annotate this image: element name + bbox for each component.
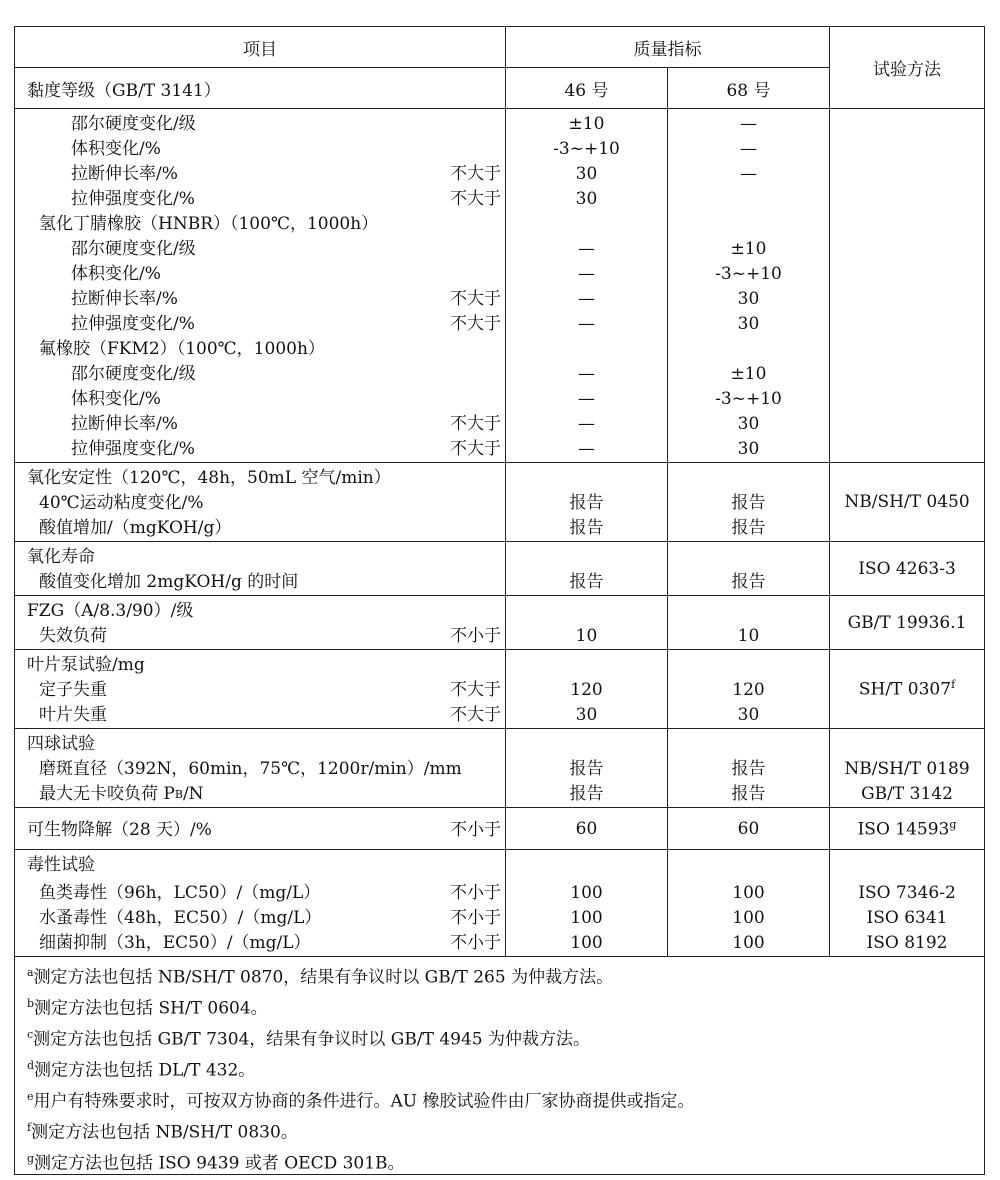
rubber-value-68 [668, 337, 829, 362]
viscosity-grade-label: 黏度等级（GB/T 3141） [15, 68, 506, 109]
vane-labels [15, 650, 506, 729]
rubber-label: 邵尔硬度变化/级 [71, 239, 196, 259]
oxstab-row-label: 40℃运动粘度变化/% [39, 493, 204, 513]
rubber-qualifier: 不大于 [450, 414, 501, 434]
oxlife-v46-cell [506, 542, 668, 596]
tox-method: ISO 6341 [866, 908, 948, 928]
rubber-method [830, 109, 985, 463]
footnote-mark: g [27, 1152, 35, 1165]
fzg-row [15, 624, 505, 649]
oxstab-value: 报告 [569, 518, 604, 538]
grade-68: 68 号 [668, 68, 830, 109]
tox-method: ISO 8192 [866, 933, 948, 953]
rubber-value-68 [668, 187, 829, 212]
fzg-value: 10 [737, 626, 760, 646]
tox-value-46: 100 [570, 883, 603, 903]
biodeg-v46: 60 [506, 808, 668, 850]
fzg-method: GB/T 19936.1 [830, 596, 985, 650]
vane-method-text: SH/T 0307 [858, 679, 952, 700]
oxlife-labels [15, 542, 506, 596]
oxstab-title: 氧化安定性（120℃，48h，50mL 空气/min） [27, 468, 391, 488]
rubber-value-46: -3~+10 [553, 139, 620, 159]
fourball-label-main: 最大无卡咬负荷 P [39, 784, 175, 804]
tox-v68-cell [668, 850, 830, 957]
footnote-g [15, 1143, 984, 1174]
footnote-text: 测定方法也包括 NB/SH/T 0870，结果有争议时以 GB/T 265 为仲裁方法。 [33, 967, 614, 988]
rubber-value-46: — [578, 289, 595, 309]
oxlife-method: ISO 4263-3 [830, 542, 985, 596]
footnote-mark: f [27, 1121, 32, 1134]
rubber-row [15, 162, 505, 187]
oxstab-value: 报告 [569, 493, 604, 513]
fourball-label-tail: /N [182, 784, 204, 804]
rubber-row [15, 437, 505, 462]
footnote-mark: d [27, 1059, 35, 1072]
header-method: 试验方法 [830, 27, 985, 109]
fourball-value: 报告 [731, 759, 766, 779]
rubber-row [15, 112, 505, 137]
vane-row [15, 678, 505, 703]
rubber-row [15, 312, 505, 337]
fourball-label-2 [15, 782, 505, 807]
header-item: 项目 [15, 27, 506, 68]
rubber-label: 邵尔硬度变化/级 [71, 364, 196, 384]
rubber-value-68: 30 [737, 439, 760, 459]
tox-method-cell [830, 850, 985, 957]
tox-value-46: 100 [570, 908, 603, 928]
rubber-value-46: — [578, 314, 595, 334]
fourball-labels [15, 729, 506, 808]
fourball-label: 磨斑直径（392N，60min，75℃，1200r/min）/mm [39, 759, 462, 779]
rubber-label: 氢化丁腈橡胶（HNBR）（100℃，1000h） [39, 214, 379, 234]
rubber-label: 拉伸强度变化/% [71, 439, 195, 459]
rubber-group-title [15, 212, 505, 237]
rubber-label: 拉伸强度变化/% [71, 314, 195, 334]
rubber-label: 氟橡胶（FKM2）（100℃，1000h） [39, 339, 325, 359]
oxstab-value: 报告 [731, 518, 766, 538]
tox-qualifier: 不小于 [450, 933, 501, 953]
tox-method: ISO 7346-2 [858, 883, 956, 903]
rubber-value-68: 30 [737, 289, 760, 309]
rubber-value-68 [668, 212, 829, 237]
rubber-value-46: — [578, 439, 595, 459]
footnote-text: 测定方法也包括 ISO 9439 或者 OECD 301B。 [34, 1153, 405, 1174]
footnote-mark: c [27, 1028, 34, 1041]
rubber-label: 体积变化/% [71, 139, 161, 159]
fzg-value: 10 [575, 626, 598, 646]
tox-row [15, 931, 505, 956]
footnote-b [15, 988, 984, 1019]
footnote-c [15, 1019, 984, 1050]
rubber-label: 拉伸强度变化/% [71, 189, 195, 209]
rubber-label: 体积变化/% [71, 264, 161, 284]
grade-46: 46 号 [506, 68, 668, 109]
fzg-v46-cell [506, 596, 668, 650]
biodeg-row [15, 818, 505, 843]
vane-qualifier: 不大于 [450, 680, 501, 700]
footnote-text: 测定方法也包括 GB/T 7304，结果有争议时以 GB/T 4945 为仲裁方法。 [33, 1029, 590, 1050]
biodeg-qualifier: 不小于 [450, 819, 501, 840]
footnote-d [15, 1050, 984, 1081]
fourball-v68-cell [668, 729, 830, 808]
fourball-label-sub: B [174, 788, 183, 801]
fourball-title: 四球试验 [27, 734, 95, 754]
rubber-value-68: ±10 [730, 239, 767, 259]
rubber-qualifier: 不大于 [450, 439, 501, 459]
tox-value-68: 100 [732, 883, 765, 903]
biodeg-v68: 60 [668, 808, 830, 850]
oxstab-method: NB/SH/T 0450 [830, 463, 985, 542]
footnote-text: 测定方法也包括 DL/T 432。 [34, 1060, 256, 1081]
rubber-value-46: — [578, 364, 595, 384]
rubber-label: 拉断伸长率/% [71, 414, 178, 434]
fourball-value: 报告 [731, 784, 766, 804]
tox-value-68: 100 [732, 933, 765, 953]
tox-row [15, 906, 505, 931]
footnote-mark: e [27, 1090, 34, 1103]
oxstab-value: 报告 [731, 493, 766, 513]
rubber-row [15, 262, 505, 287]
vane-label: 叶片失重 [39, 705, 107, 725]
header-quality: 质量指标 [506, 27, 830, 68]
rubber-row [15, 137, 505, 162]
footnote-text: 测定方法也包括 SH/T 0604。 [34, 998, 268, 1019]
footnote-e [15, 1081, 984, 1112]
vane-row [15, 703, 505, 728]
rubber-value-46: — [578, 264, 595, 284]
rubber-label: 拉断伸长率/% [71, 164, 178, 184]
rubber-value-46: — [578, 239, 595, 259]
rubber-value-68: -3~+10 [715, 264, 782, 284]
oxstab-row-label: 酸值增加/（mgKOH/g） [39, 518, 232, 538]
fzg-title: FZG（A/8.3/90）/级 [27, 601, 194, 621]
rubber-label: 拉断伸长率/% [71, 289, 178, 309]
oxlife-v68-cell [668, 542, 830, 596]
biodeg-label: 可生物降解（28 天）/% [27, 819, 212, 840]
oxstab-v68 [668, 463, 830, 542]
biodeg-method [830, 808, 985, 850]
oxlife-title: 氧化寿命 [27, 547, 95, 567]
rubber-value-68: -3~+10 [715, 389, 782, 409]
rubber-value-46 [506, 337, 667, 362]
footnote-mark: a [27, 966, 34, 979]
rubber-value-68: — [740, 114, 757, 134]
tox-row [15, 881, 505, 906]
rubber-qualifier: 不大于 [450, 289, 501, 309]
tox-title: 毒性试验 [27, 855, 95, 875]
rubber-row [15, 412, 505, 437]
tox-qualifier: 不小于 [450, 908, 501, 928]
rubber-value-68: 30 [737, 314, 760, 334]
rubber-label: 体积变化/% [71, 389, 161, 409]
rubber-value-46: 30 [575, 164, 598, 184]
rubber-group-title [15, 337, 505, 362]
fourball-method: NB/SH/T 0189 [844, 759, 970, 779]
fourball-method-cell [830, 729, 985, 808]
oxstab-v46 [506, 463, 668, 542]
rubber-value-46: — [578, 414, 595, 434]
footnote-text: 测定方法也包括 NB/SH/T 0830。 [31, 1122, 298, 1143]
rubber-value-46: — [578, 389, 595, 409]
rubber-value-68: ±10 [730, 364, 767, 384]
vane-value: 30 [575, 705, 598, 725]
footnotes [15, 957, 985, 1175]
rubber-qualifier: 不大于 [450, 164, 501, 184]
vane-v68-cell [668, 650, 830, 729]
oxlife-value: 报告 [569, 572, 604, 592]
fourball-method: GB/T 3142 [861, 784, 953, 804]
tox-value-46: 100 [570, 933, 603, 953]
tox-v46-cell [506, 850, 668, 957]
biodeg-method-sup: g [949, 817, 957, 831]
vane-method-sup: f [951, 678, 956, 692]
fourball-v46-cell [506, 729, 668, 808]
vane-value: 120 [570, 680, 603, 700]
rubber-row [15, 237, 505, 262]
fzg-qualifier: 不小于 [450, 626, 501, 646]
footnote-text: 用户有特殊要求时，可按双方协商的条件进行。AU 橡胶试验件由厂家协商提供或指定。 [33, 1091, 695, 1112]
fzg-label: 失效负荷 [39, 626, 107, 646]
tox-label: 水蚤毒性（48h，EC50）/（mg/L） [39, 908, 322, 928]
footnote-mark: b [27, 997, 35, 1010]
rubber-qualifier: 不大于 [450, 189, 501, 209]
vane-method [830, 650, 985, 729]
rubber-row [15, 362, 505, 387]
tox-label: 细菌抑制（3h，EC50）/（mg/L） [39, 933, 311, 953]
fzg-labels [15, 596, 506, 650]
rubber-value-68: 30 [737, 414, 760, 434]
vane-title: 叶片泵试验/mg [27, 655, 145, 675]
rubber-row [15, 387, 505, 412]
rubber-value-46: ±10 [568, 114, 605, 134]
fzg-v68-cell [668, 596, 830, 650]
vane-label: 定子失重 [39, 680, 107, 700]
vane-v46-cell [506, 650, 668, 729]
tox-qualifier: 不小于 [450, 883, 501, 903]
vane-qualifier: 不大于 [450, 705, 501, 725]
biodeg-method-text: ISO 14593 [857, 819, 950, 840]
rubber-label: 邵尔硬度变化/级 [71, 114, 196, 134]
spec-table [14, 26, 985, 1175]
rubber-v46 [506, 109, 668, 463]
rubber-qualifier: 不大于 [450, 314, 501, 334]
tox-value-68: 100 [732, 908, 765, 928]
fourball-value: 报告 [569, 784, 604, 804]
fourball-value: 报告 [569, 759, 604, 779]
rubber-labels [15, 109, 506, 463]
footnote-a [15, 957, 984, 988]
rubber-value-46: 30 [575, 189, 598, 209]
tox-label: 鱼类毒性（96h，LC50）/（mg/L） [39, 883, 321, 903]
vane-value: 120 [732, 680, 765, 700]
oxlife-value: 报告 [731, 572, 766, 592]
rubber-value-68: — [740, 164, 757, 184]
rubber-row [15, 287, 505, 312]
rubber-v68 [668, 109, 830, 463]
rubber-value-68: — [740, 139, 757, 159]
biodeg-labels [15, 808, 506, 850]
oxstab-labels [15, 463, 506, 542]
oxlife-label: 酸值变化增加 2mgKOH/g 的时间 [39, 572, 299, 592]
rubber-row [15, 187, 505, 212]
rubber-value-46 [506, 212, 667, 237]
tox-labels [15, 850, 506, 957]
vane-value: 30 [737, 705, 760, 725]
footnote-f [15, 1112, 984, 1143]
